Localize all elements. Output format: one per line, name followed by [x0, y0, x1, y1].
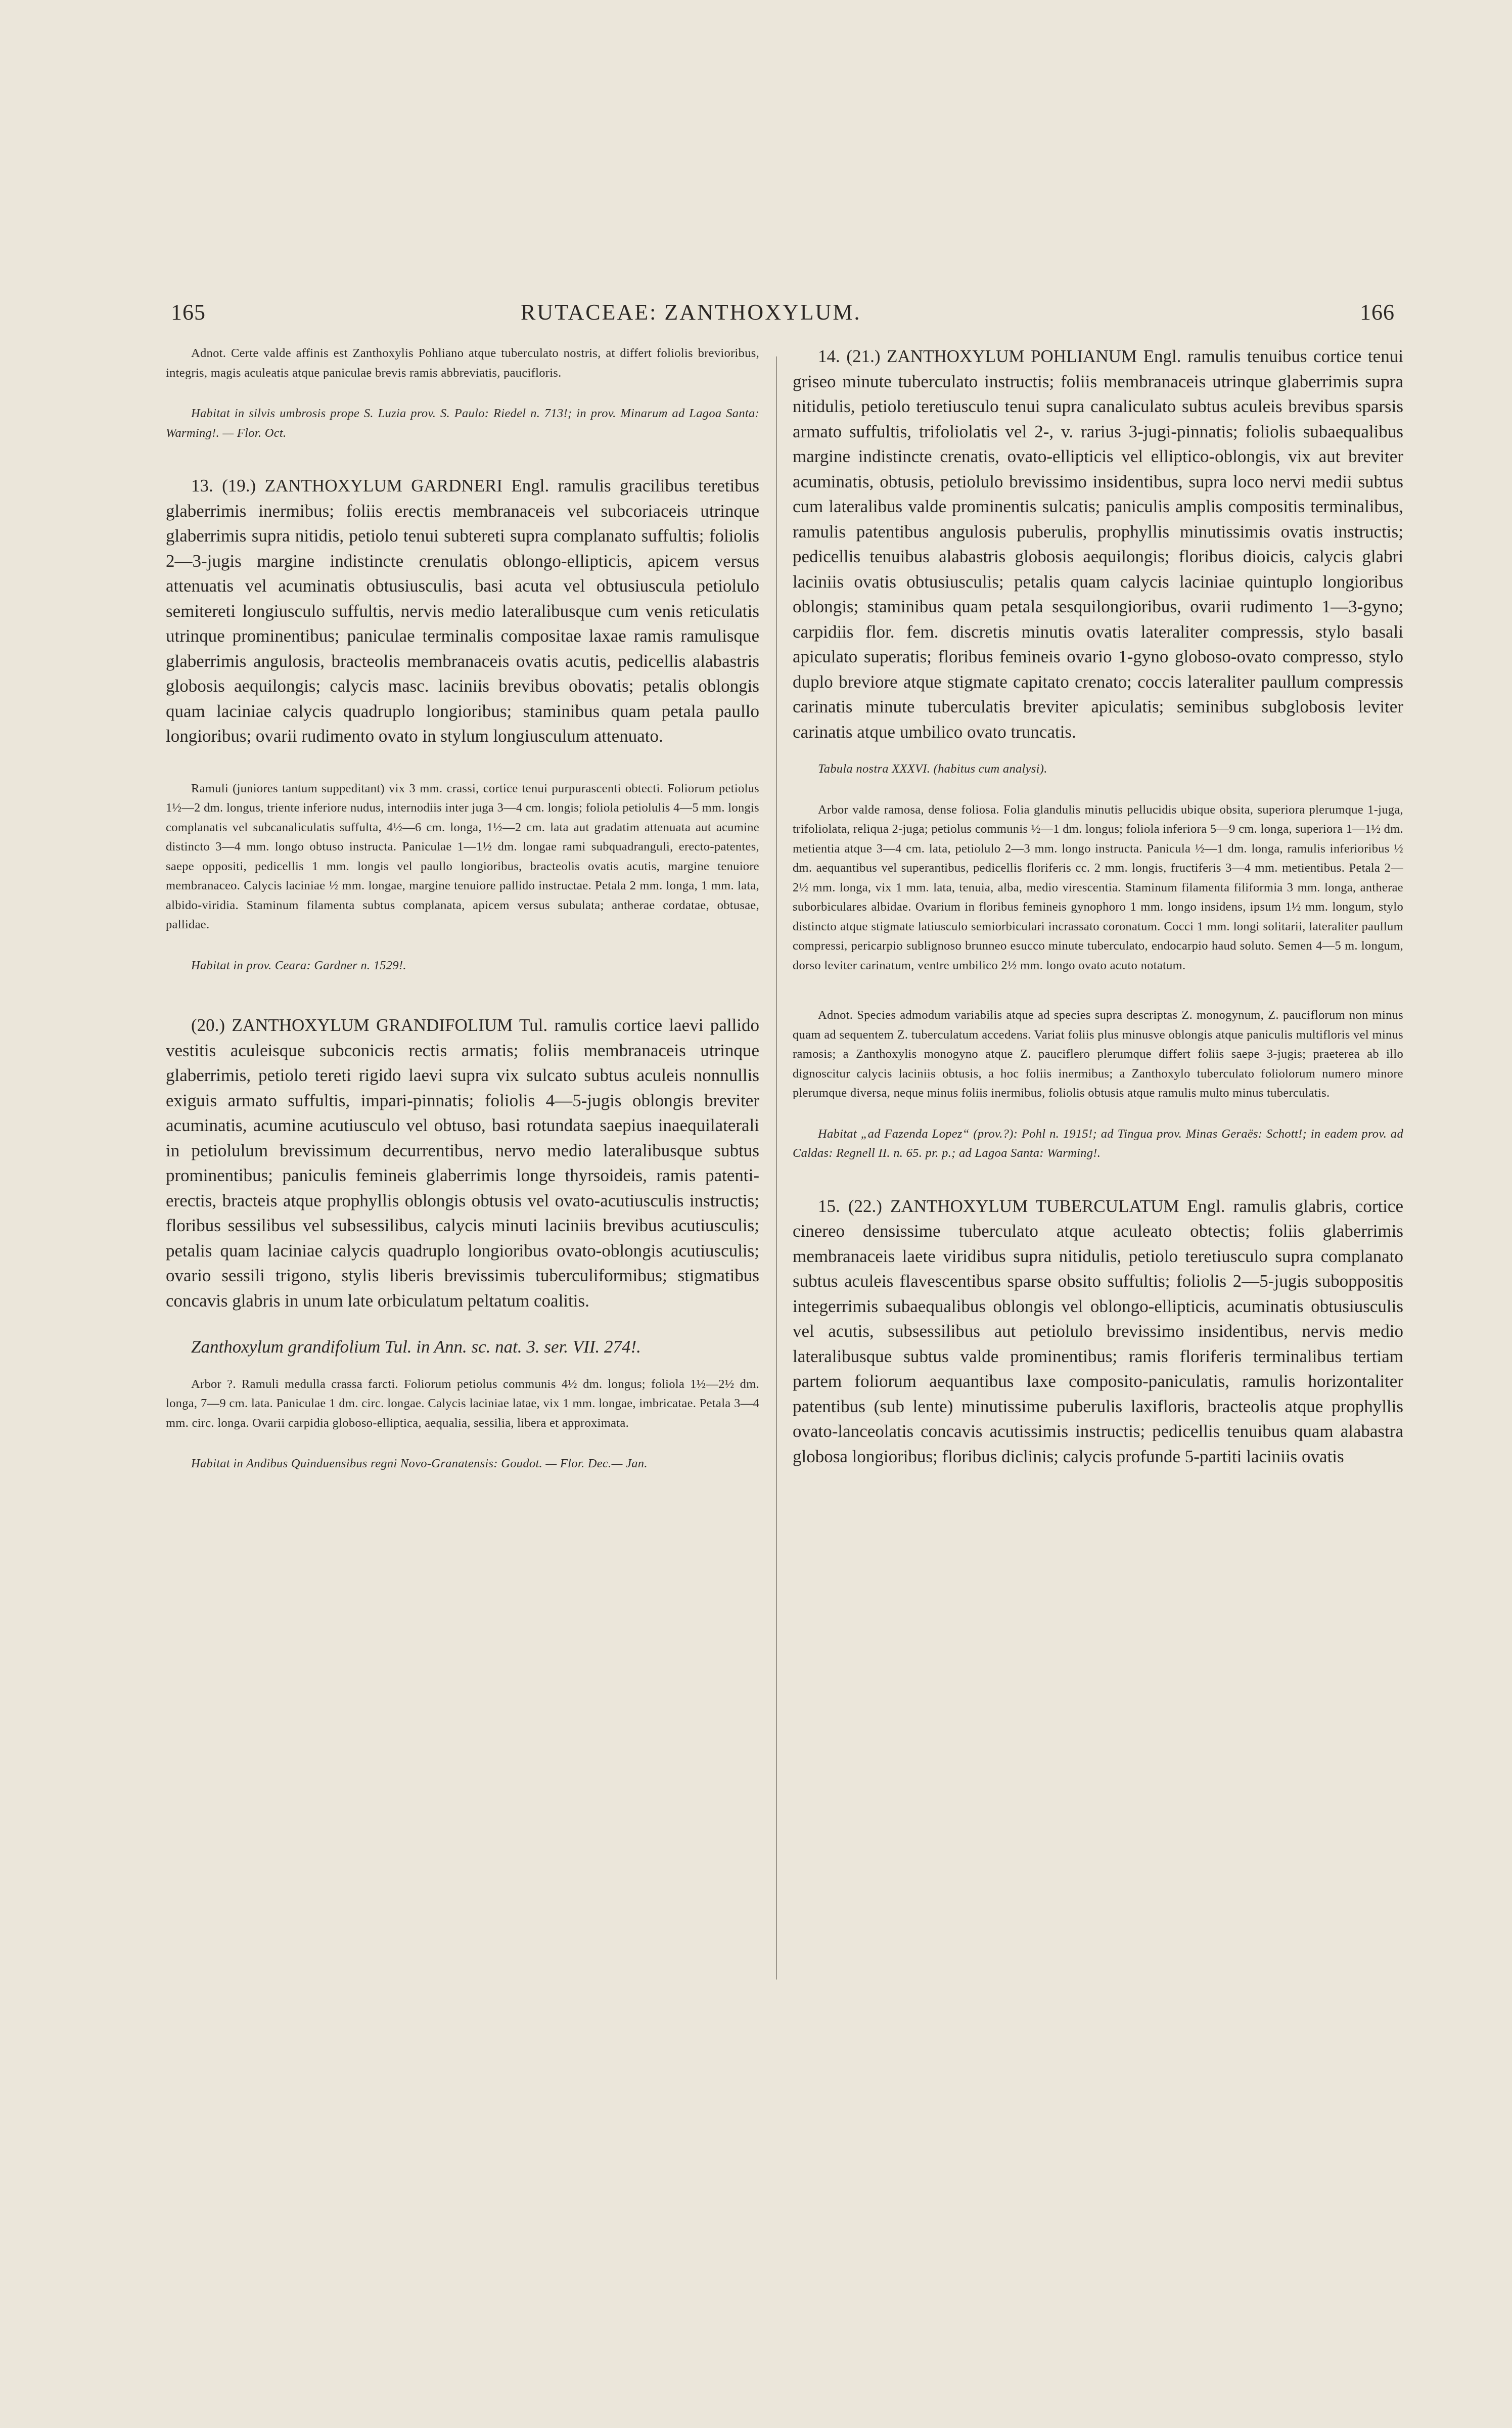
right-column [793, 344, 1403, 1469]
species-14-habitat: Habitat „ad Fazenda Lopez“ (prov.?): Pohl n. 1915!; ad Tingua prov. Minas Geraës: Schott!; in eadem prov. ad Caldas: Regnell II. n. 65. pr. p.; ad Lagoa Santa: Warming!. [793, 1127, 1403, 1160]
species-20-details: Arbor ?. Ramuli medulla crassa farcti. Foliorum petiolus communis 4½ dm. longus; foliola 1½—2½ dm. longa, 7—9 cm. lata. Paniculae 1 dm. circ. longae. Calycis laciniae latae, vix 1 mm. longae, imbricatae. Petala 3—4 mm. circ. longa. Ovarii carpidia globoso-elliptica, aequalia, sessilia, libera et approximata. [166, 1377, 759, 1430]
page-number-right: 166 [1360, 300, 1395, 325]
species-15-description: 15. (22.) ZANTHOXYLUM TUBERCULATUM Engl. ramulis glabris, cortice cinereo densissime tuberculato atque aculeato obtectis; foliis glaberrimis membranaceis laete viridibus supra nitidulis, petiolo teretiusculo supra complanato subtus aculeis flavescentibus sparse obsito suffultis; foliolis 2—5-jugis suboppositis integerrimis subaequalibus oblongis vel oblongo-ellipticis, acuminatis obtusiusculis vel acutis, subsessilibus aut petiolulo brevissimo insidentibus, nervis medio lateralibusque subtus valde prominentibus; ramis floriferis terminalibus tertiam partem foliorum aequantibus laxe composito-paniculatis, ramulis horizontaliter patentibus (sub lente) minutissime puberulis laxifloris, bracteolis atque prophyllis ovato-lanceolatis concavis acutissimis instructis; pedicellis tenuibus quam alabastra globosa longioribus; floribus diclinis; calycis profunde 5-partiti laciniis ovatis [793, 1196, 1403, 1466]
species-13-description: 13. (19.) ZANTHOXYLUM GARDNERI Engl. ramulis gracilibus teretibus glaberrimis inermibus; foliis erectis membranaceis vel subcoriaceis utrinque glaberrimis supra nitidis, petiolo tenui subtereti supra complanato suffultis; foliolis 2—3-jugis margine indistincte crenulatis oblongo-ellipticis, apicem versus attenuatis vel acuminatis obtusiusculis, basi acuta vel obtusiuscula petiolulo semitereti longiusculo suffultis, nervis medio lateralibusque cum venis reticulatis utrinque prominentibus; paniculae terminalis compositae laxae ramis ramulisque glaberrimis angulosis, bracteolis membranaceis ovatis acutis, pedicellis alabastris globosis aequilongis; calycis masc. laciniis brevibus obovatis; petalis oblongis quam laciniae calycis quadruplo longioribus; staminibus quam petala paullo longioribus; ovarii rudimento ovato in stylum longiusculum attenuato. [166, 476, 759, 746]
species-20-description: (20.) ZANTHOXYLUM GRANDIFOLIUM Tul. ramulis cortice laevi pallido vestitis aculeisque subconicis rectis armatis; foliis membranaceis utrinque glaberrimis, petiolo tereti rigido laevi supra vix sulcato subtus aculeis nonnullis exiguis armato suffultis, impari-pinnatis; foliolis 4—5-jugis oblongis breviter acuminatis, acumine acutiusculo vel obtuso, basi rotundata saepius inaequilaterali in petiolulum brevissimum decurrentibus, nervo medio lateralibusque subtus prominentibus; paniculis femineis glaberrimis longe thyrsoideis, ramis patenti-erectis, bracteis atque prophyllis oblongis obtusis vel ovato-acutiusculis instructis; floribus sessilibus vel subsessilibus, calycis minuti laciniis brevibus acutiusculis; petalis quam laciniae calycis quadruplo longioribus ovato-oblongis acutiusculis; ovario sessili trigono, stylis liberis brevissimis tuberculiformibus; stigmatibus concavis glabris in unum late orbiculatum peltatum coalitis. [166, 1015, 759, 1311]
species-14-details: Arbor valde ramosa, dense foliosa. Folia glandulis minutis pellucidis ubique obsita, superiora plerumque 1-juga, trifoliolata, reliqua 2-juga; petiolus communis ½—1 dm. longus; foliola inferiora 5—9 cm. longa, superiora 1—1½ dm. metientia atque 3—4 cm. lata, petiolulo 2—3 mm. longo instructa. Panicula ½—1 dm. longa, ramulis inferioribus ½ dm. aequantibus vel superantibus, pedicellis floriferis cc. 2 mm. longis, fructiferis 3—4 mm. metientibus. Petala 2—2½ mm. longa, vix 1 mm. lata, tenuia, alba, medio virescentia. Staminum filamenta filiformia 3 mm. longa, antherae suborbiculares albidae. Ovarium in floribus femineis gynophoro 1 mm. longo insidens, ipsum 1½ mm. longum, stylo distincto atque stigmate latiusculo semiorbiculari incrassato coronatum. Cocci 1 mm. longi solitarii, lateraliter paullum compressi, pericarpio sublignoso brunneo esucco minute tuberculato, endocarpio haud soluto. Semen 4—5 m. longum, dorso leviter carinatum, ventre umbilico 2½ mm. longo ovato acuto notatum. [793, 802, 1403, 972]
species-13-details: Ramuli (juniores tantum suppeditant) vix 3 mm. crassi, cortice tenui purpurascenti obtecti. Foliorum petiolus 1½—2 dm. longus, triente inferiore nudus, internodiis inter juga 3—4 cm. longis; foliola petiolulis 4—5 mm. longis complanatis vel subcanaliculatis suffulta, 4½—6 cm. longa, 1½—2 cm. lata aut gradatim attenuata aut acumine distincto 3—4 mm. longo obtuso instructa. Paniculae 1—1½ dm. longae rami subquadranguli, erecto-patentes, saepe oppositi, pedicellis 1 mm. longis vel paullo longioribus, bracteolis ovatis acutis, margine tenuiore membranaceo. Calycis laciniae ½ mm. longae, margine tenuiore pallido instructae. Petala 2 mm. longa, 1 mm. lata, albido-viridia. Staminum filamenta subtus complanata, apicem versus subulata; antherae cordatae, obtusae, pallidae. [166, 781, 759, 931]
page-number-left: 165 [171, 300, 206, 325]
left-column [166, 344, 759, 1474]
species-14-adnotation: Adnot. Species admodum variabilis atque ad species supra descriptas Z. monogynum, Z. pauciflorum non minus quam ad sequentem Z. tuberculatum accedens. Variat foliis plus minusve oblongis atque paniculis multifloris vel minus ramosis; a Zanthoxylis monogyno atque Z. pauciflero plerumque differt foliis saepe 3-jugis; praeterea ab illo dignoscitur calycis laciniis obtusis, a hoc foliis inermibus; a Zanthoxylo tuberculato foliolorum numero minore plerumque diversa, neque minus foliis inermibus, foliolis obtusis atque ramulis multo minus tuberculatis. [793, 1008, 1403, 1100]
species-20-habitat: Habitat in Andibus Quinduensibus regni Novo-Granatensis: Goudot. — Flor. Dec.— Jan. [191, 1457, 648, 1470]
plate-reference: Tabula nostra XXXVI. (habitus cum analysi). [818, 762, 1047, 776]
species-20-citation: Zanthoxylum grandifolium Tul. in Ann. sc. nat. 3. ser. VII. 274!. [191, 1337, 641, 1357]
column-divider [776, 356, 777, 1980]
species-14-description: 14. (21.) ZANTHOXYLUM POHLIANUM Engl. ramulis tenuibus cortice tenui griseo minute tuberculato instructis; foliis membranaceis utrinque glaberrimis supra nitidulis, petiolo teretiusculo tenui supra canaliculato subtus aculeis brevibus sparsis armato suffultis, trifoliolatis vel 2-, v. rarius 3-jugi-pinnatis; foliolis subaequalibus margine indistincte crenatis, ovato-ellipticis vel elliptico-oblongis, vix aut breviter acuminatis, obtusis, petiolulo brevissimo insidentibus, supra loco nervi medii subtus cum lateralibus valde prominentis sulcatis; paniculis amplis compositis terminalibus, ramulis patentibus angulosis puberulis, prophyllis minutissimis ovatis instructis; pedicellis tenuibus alabastris globosis aequilongis; floribus dioicis, calycis glabri laciniis ovatis obtusiusculis; petalis quam calycis laciniae quintuplo longioribus oblongis; staminibus quam petala sesquilongioribus, ovarii rudimento 1—3-gyno; carpidiis flor. fem. discretis minutis ovatis lateraliter compressis, stylo basali apiculato superatis; floribus femineis ovario 1-gyno globoso-ovato compresso, stylo duplo breviore atque stigmate capitato crenato; coccis lateraliter paullum compressis carinatis minute tuberculatis breviter apiculatis; seminibus subglobosis leviter carinatis atque umbilico ovato truncatis. [793, 346, 1403, 742]
habitat-text: Habitat in silvis umbrosis prope S. Luzia prov. S. Paulo: Riedel n. 713!; in prov. Minarum ad Lagoa Santa: Warming!. — Flor. Oct. [166, 407, 759, 440]
species-13-habitat: Habitat in prov. Ceara: Gardner n. 1529!. [191, 958, 406, 972]
adnotation-text: Adnot. Certe valde affinis est Zanthoxylis Pohliano atque tuberculato nostris, at differt foliolis brevioribus, integris, magis aculeatis atque paniculae brevis ramis abbreviatis, paucifloris. [166, 346, 759, 380]
running-title: RUTACEAE: ZANTHOXYLUM. [521, 300, 861, 325]
